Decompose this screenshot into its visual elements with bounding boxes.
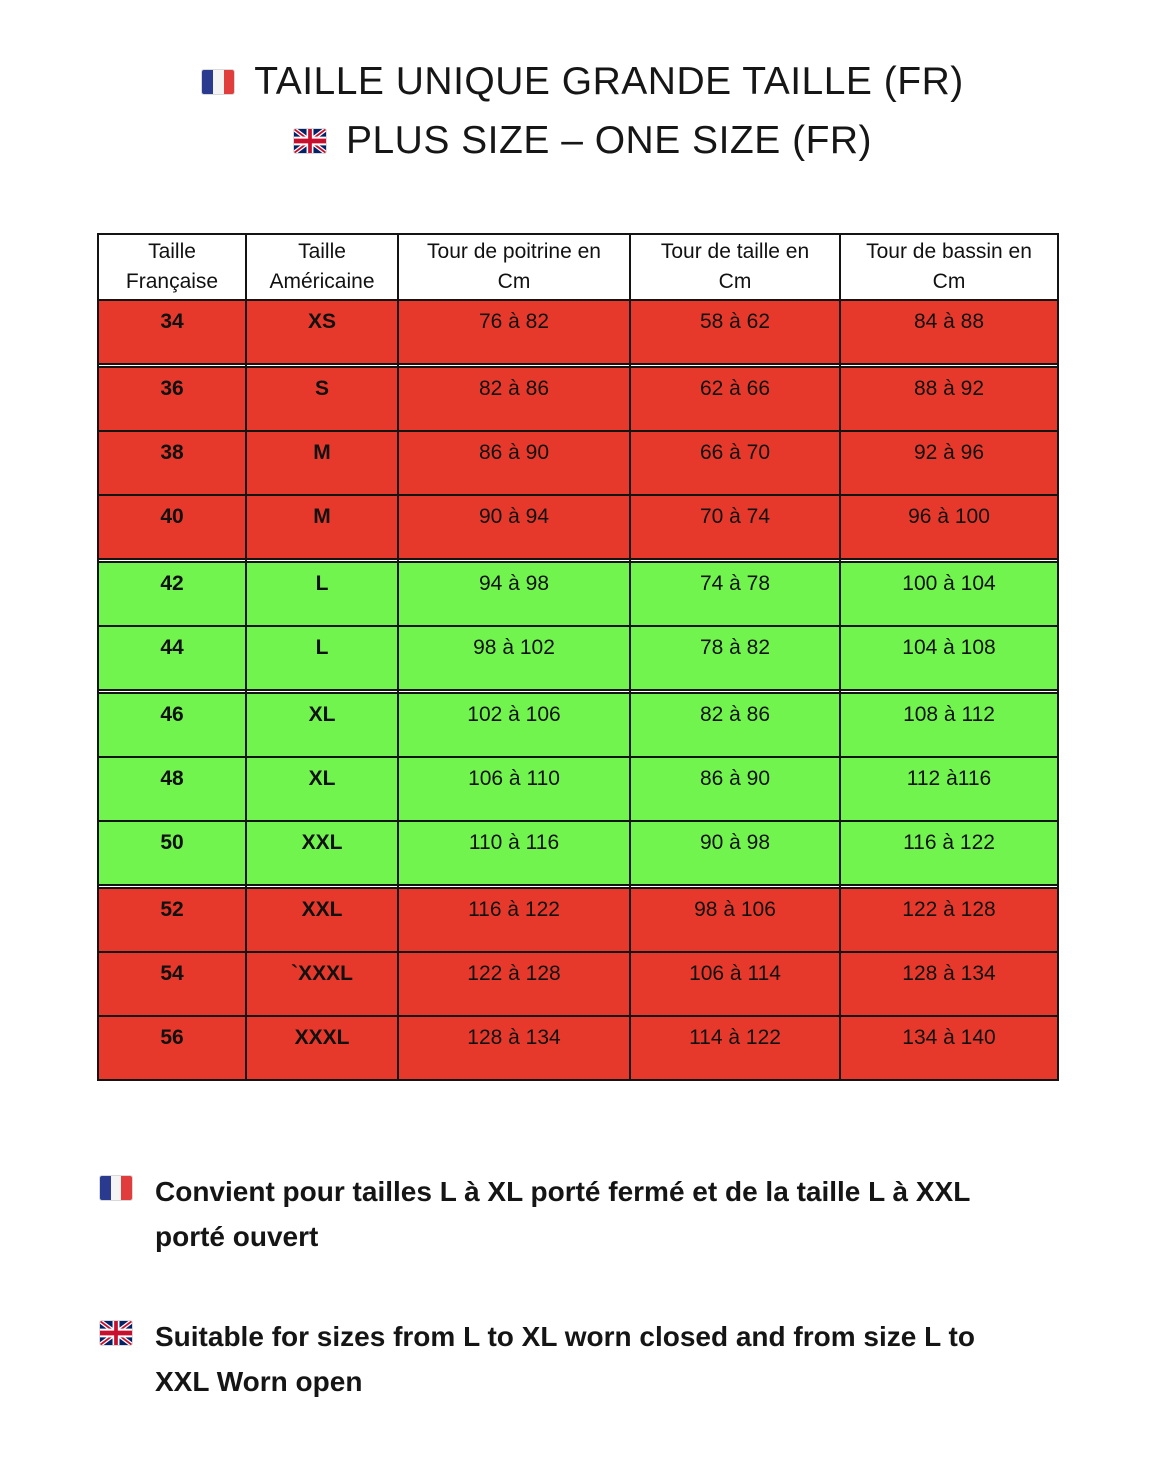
cell-waist: 58 à 62 — [630, 300, 840, 364]
cell-chest: 102 à 106 — [398, 693, 630, 757]
cell-fr: 52 — [98, 888, 246, 952]
cell-hips: 112 à116 — [840, 757, 1058, 821]
cell-us: M — [246, 495, 398, 559]
cell-us: XXXL — [246, 1016, 398, 1080]
cell-waist: 106 à 114 — [630, 952, 840, 1016]
cell-fr: 48 — [98, 757, 246, 821]
col-header-tour-bassin: Tour de bassin en Cm — [840, 234, 1058, 300]
cell-hips: 128 à 134 — [840, 952, 1058, 1016]
table-row-48 — [98, 757, 1058, 821]
cell-fr: 38 — [98, 431, 246, 495]
cell-fr: 54 — [98, 952, 246, 1016]
cell-fr: 42 — [98, 562, 246, 626]
cell-chest: 116 à 122 — [398, 888, 630, 952]
cell-chest: 94 à 98 — [398, 562, 630, 626]
table-header-row — [98, 234, 1058, 300]
cell-waist: 90 à 98 — [630, 821, 840, 885]
note-french-text: Convient pour tailles L à XL porté fermé et de la taille L à XXL porté ouvert — [155, 1176, 970, 1253]
cell-us: L — [246, 626, 398, 690]
table-row-56 — [98, 1016, 1058, 1080]
table-row-34 — [98, 300, 1058, 364]
cell-hips: 88 à 92 — [840, 367, 1058, 431]
cell-us: `XXXL — [246, 952, 398, 1016]
cell-chest: 82 à 86 — [398, 367, 630, 431]
cell-chest: 90 à 94 — [398, 495, 630, 559]
cell-hips: 100 à 104 — [840, 562, 1058, 626]
cell-us: M — [246, 431, 398, 495]
cell-fr: 56 — [98, 1016, 246, 1080]
cell-fr: 46 — [98, 693, 246, 757]
cell-hips: 92 à 96 — [840, 431, 1058, 495]
cell-waist: 86 à 90 — [630, 757, 840, 821]
note-french — [100, 1169, 1166, 1260]
table-row-46 — [98, 693, 1058, 757]
cell-hips: 116 à 122 — [840, 821, 1058, 885]
cell-us: XL — [246, 757, 398, 821]
cell-fr: 34 — [98, 300, 246, 364]
cell-fr: 44 — [98, 626, 246, 690]
title-line-fr — [0, 52, 1166, 111]
uk-flag-icon — [294, 129, 326, 153]
col-header-taille-americaine: Taille Américaine — [246, 234, 398, 300]
title-en-text: PLUS SIZE – ONE SIZE (FR) — [345, 118, 873, 162]
france-flag-icon — [202, 70, 234, 94]
table-row-52 — [98, 888, 1058, 952]
cell-waist: 78 à 82 — [630, 626, 840, 690]
uk-flag-icon — [100, 1321, 132, 1345]
note-english-text: Suitable for sizes from L to XL worn closed and from size L to XXL Worn open — [155, 1320, 975, 1398]
note-english — [100, 1314, 1166, 1405]
size-table — [97, 233, 1059, 1081]
cell-waist: 114 à 122 — [630, 1016, 840, 1080]
cell-chest: 122 à 128 — [398, 952, 630, 1016]
col-header-tour-taille: Tour de taille en Cm — [630, 234, 840, 300]
cell-hips: 134 à 140 — [840, 1016, 1058, 1080]
cell-hips: 96 à 100 — [840, 495, 1058, 559]
cell-hips: 122 à 128 — [840, 888, 1058, 952]
table-row-36 — [98, 367, 1058, 431]
cell-chest: 128 à 134 — [398, 1016, 630, 1080]
cell-fr: 50 — [98, 821, 246, 885]
cell-hips: 104 à 108 — [840, 626, 1058, 690]
title-fr-text: TAILLE UNIQUE GRANDE TAILLE (FR) — [254, 59, 964, 103]
cell-waist: 70 à 74 — [630, 495, 840, 559]
cell-chest: 76 à 82 — [398, 300, 630, 364]
table-row-50 — [98, 821, 1058, 885]
footnotes — [100, 1169, 1166, 1404]
cell-fr: 40 — [98, 495, 246, 559]
col-header-taille-francaise: Taille Française — [98, 234, 246, 300]
table-row-40 — [98, 495, 1058, 559]
france-flag-icon — [100, 1176, 132, 1200]
cell-waist: 74 à 78 — [630, 562, 840, 626]
cell-waist: 98 à 106 — [630, 888, 840, 952]
cell-us: S — [246, 367, 398, 431]
cell-hips: 108 à 112 — [840, 693, 1058, 757]
cell-us: XXL — [246, 888, 398, 952]
table-row-42 — [98, 562, 1058, 626]
table-row-44 — [98, 626, 1058, 690]
cell-us: XS — [246, 300, 398, 364]
table-row-38 — [98, 431, 1058, 495]
page-title — [0, 52, 1166, 170]
cell-chest: 110 à 116 — [398, 821, 630, 885]
cell-waist: 82 à 86 — [630, 693, 840, 757]
cell-us: XL — [246, 693, 398, 757]
cell-us: XXL — [246, 821, 398, 885]
cell-chest: 106 à 110 — [398, 757, 630, 821]
cell-hips: 84 à 88 — [840, 300, 1058, 364]
cell-chest: 98 à 102 — [398, 626, 630, 690]
title-line-en — [0, 111, 1166, 170]
cell-waist: 66 à 70 — [630, 431, 840, 495]
cell-waist: 62 à 66 — [630, 367, 840, 431]
table-row-54 — [98, 952, 1058, 1016]
col-header-tour-poitrine: Tour de poitrine en Cm — [398, 234, 630, 300]
cell-chest: 86 à 90 — [398, 431, 630, 495]
cell-fr: 36 — [98, 367, 246, 431]
cell-us: L — [246, 562, 398, 626]
